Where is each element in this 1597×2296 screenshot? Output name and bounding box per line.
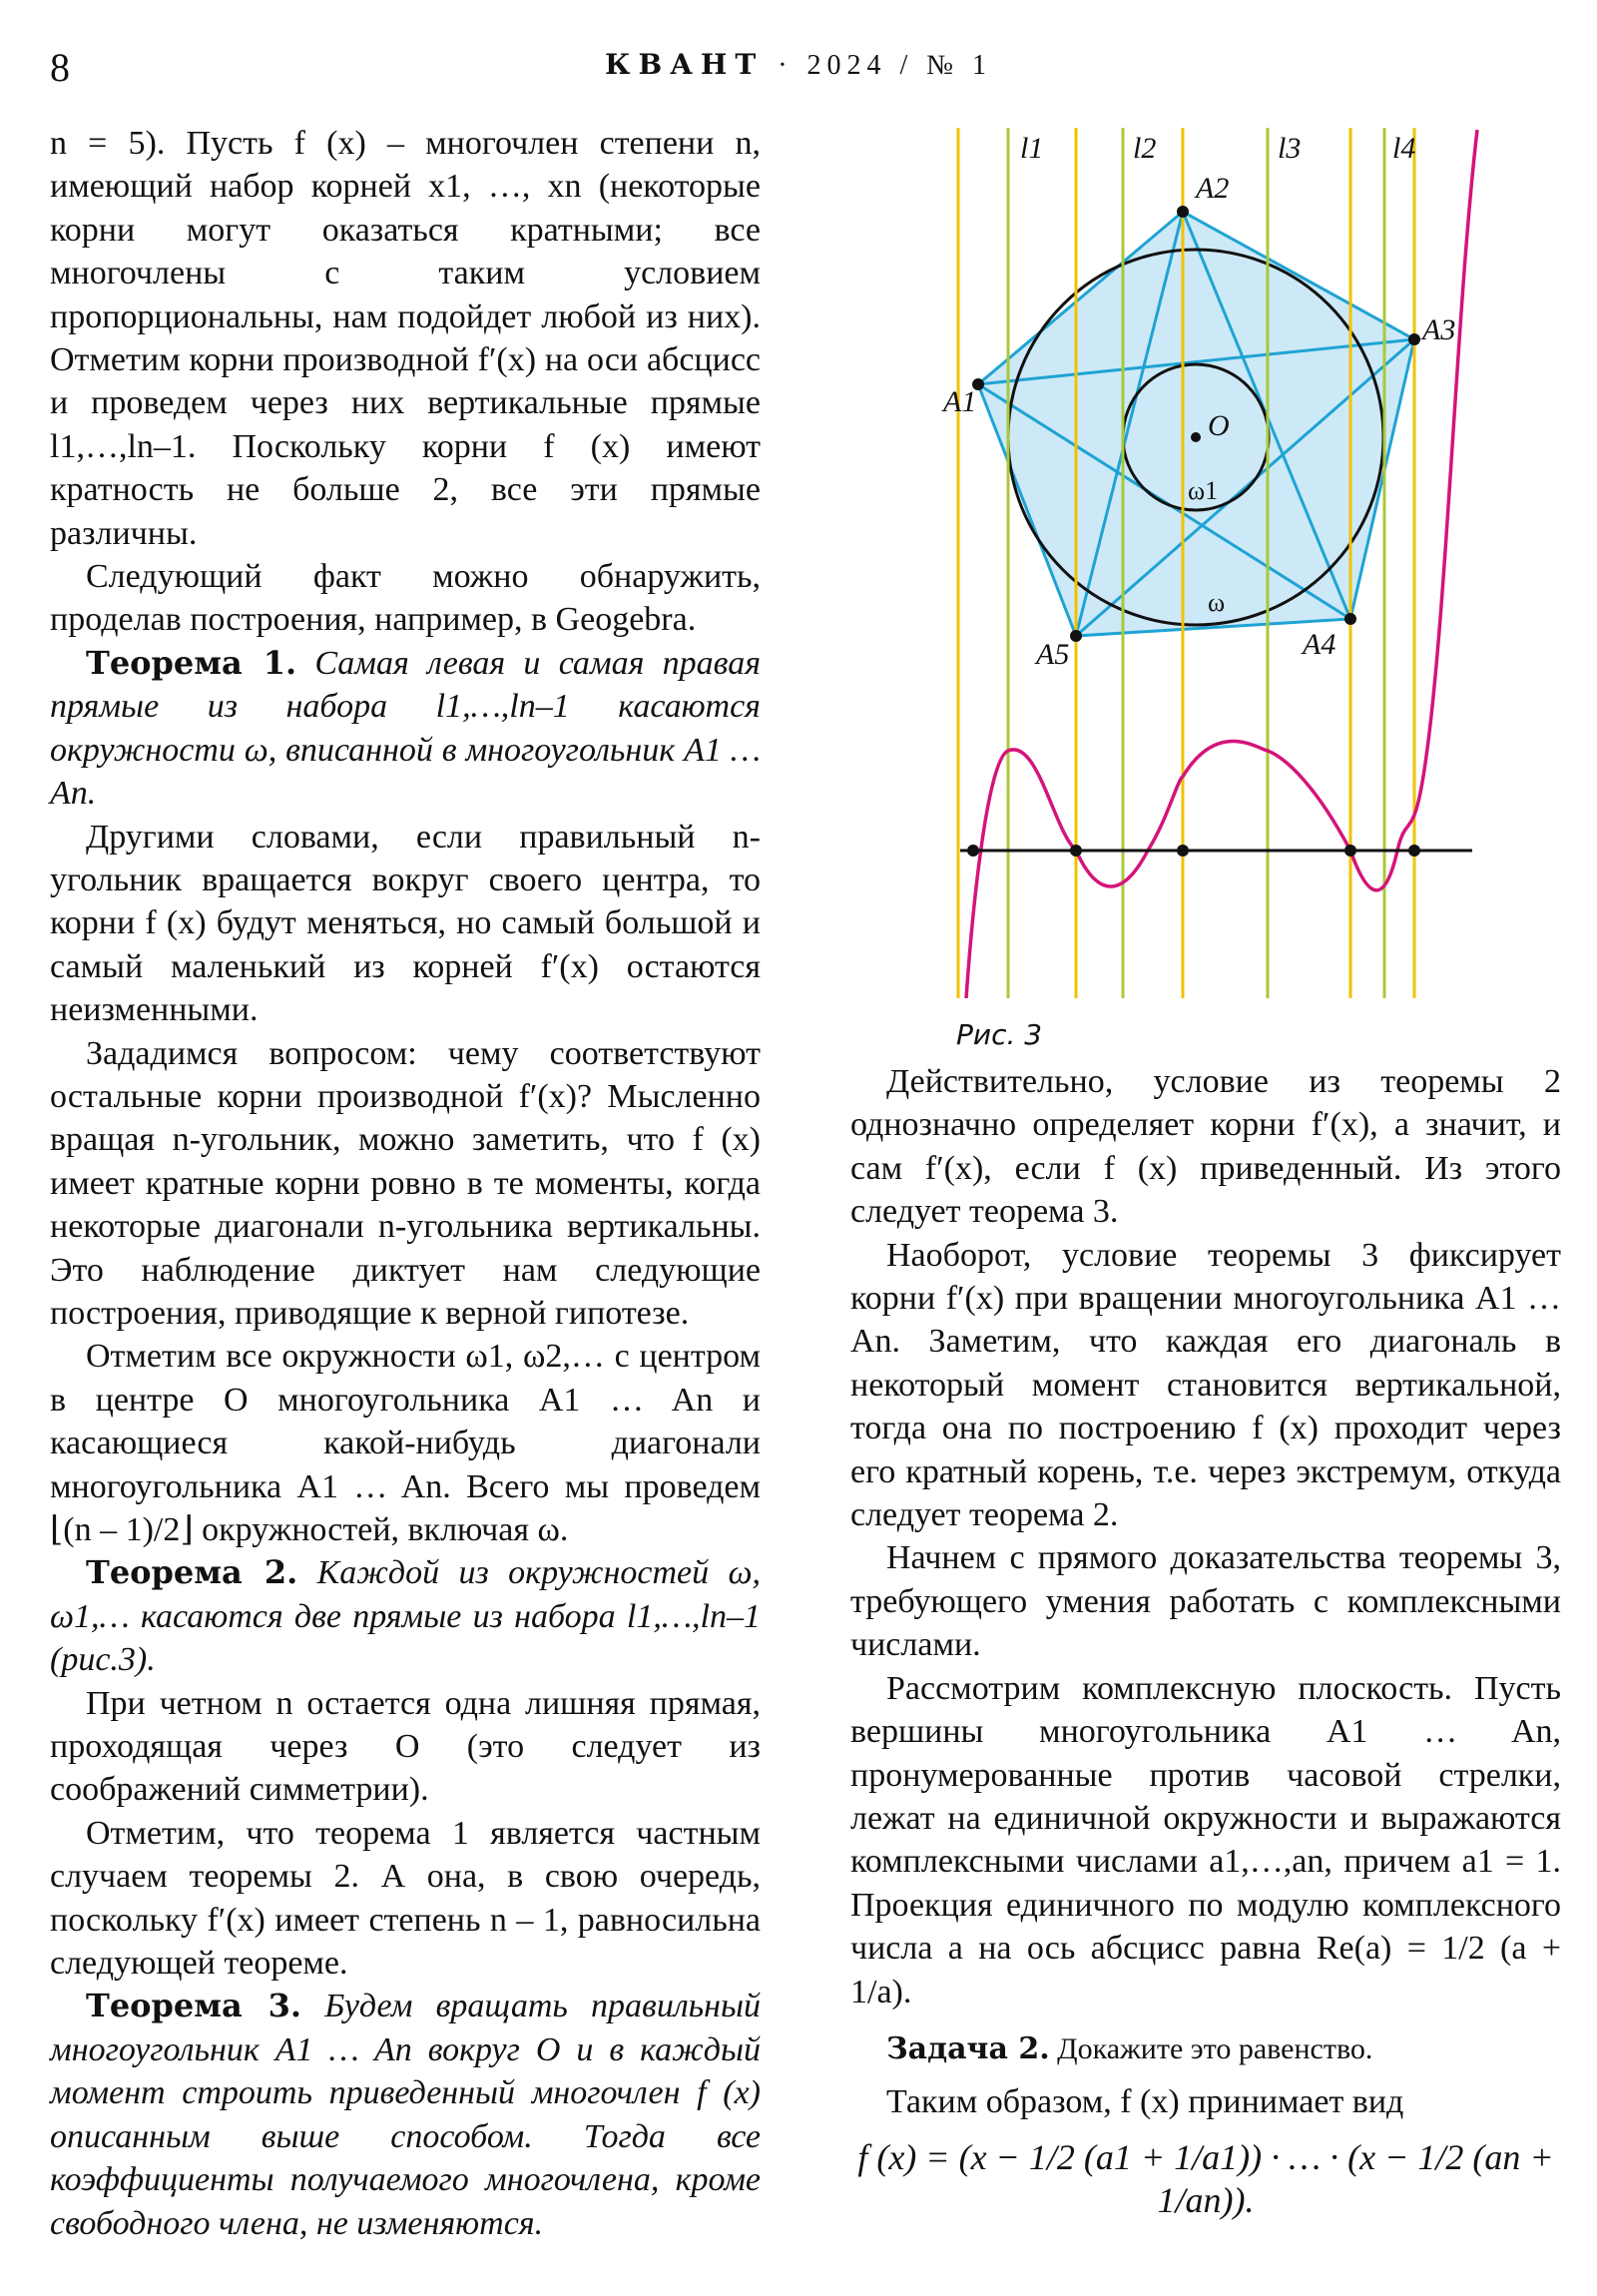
paragraph: Зададимся вопросом: чему соответствуют остальные корни производной f′(x)? Мысленно вращая n-угольник, можно заметить, что f (x) имеет кратные корни ровно в те моменты, когда некоторые диагонали n-угольника вертикальны. Это наблюдение диктует нам следующие построения, приводящие к верной гипотезе. [50,1034,761,1332]
paragraph: Таким образом, f (x) принимает вид [886,2083,1404,2121]
theorem-label: Теорема 2. [86,1553,298,1592]
paragraph: Наоборот, условие теоремы 3 фиксирует корни f′(x) при вращении многоугольника A1 … An. Заметим, что каждая его диагональ в некоторый момент становится вертикальной, тогда она по построению f (x) проходит через его кратный корень, т.е. через экстремум, откуда следует теорема 2. [850,1236,1561,1534]
paragraph: Отметим все окружности ω1, ω2,… с центром в центре O многоугольника A1 … An и касающиеся какой-нибудь диагонали многоугольника A1 … An. Всего мы проведем ⌊(n – 1)/2⌋ окружностей, включая ω. [50,1338,761,1548]
line-label-l3: l3 [1278,132,1302,165]
vertex-label-a1: A1 [943,385,977,418]
task-2 [850,2027,1561,2070]
paragraph: Отметим, что теорема 1 является частным случаем теоремы 2. А она, в свою очередь, поскольку f′(x) имеет степень n – 1, равносильна следующей теореме. [50,1814,761,1983]
incircle-label: ω [1208,588,1226,617]
theorem-1 [50,642,761,816]
theorem-3 [50,1985,761,2244]
product-formula: f (x) = (x − 1/2 (a1 + 1/a1)) · … · (x − 1/2 (an + 1/an)). [857,2136,1554,2221]
vertex-label-a5: A5 [1036,638,1070,671]
magazine-title: КВАНТ [604,48,765,81]
vertex-label-a4: A4 [1303,628,1336,661]
task-text: Докажите это равенство. [1057,2031,1373,2065]
paragraph: Рассмотрим комплексную плоскость. Пусть вершины многоугольника A1 … An, пронумерованные против часовой стрелки, лежат на единичной окружности и выражаются комплексными числами a1,…,an, причем a1 = 1. Проекция единичного по модулю комплексного числа a на ось абсцисс равна Re(a) = 1/2 (a + 1/a). [850,1669,1561,2010]
right-column [850,1060,1561,2223]
paragraph: Начнем с прямого доказательства теоремы 3, требующего умения работать с комплексными числами. [850,1539,1561,1664]
figure-3 [943,120,1472,1058]
vertex-label-a2: A2 [1196,172,1230,205]
running-header [0,48,1597,82]
theorem-label: Теорема 1. [86,643,297,682]
theorem-text: Каждой из окружностей ω, ω1,… касаются две прямые из набора l1,…,ln–1 (рис.3). [50,1554,762,1679]
paragraph: Другими словами, если правильный n-угольник вращается вокруг своего центра, то корни f (x) будут меняться, но самый большой и самый маленький из корней f′(x) остаются неизменными. [50,818,761,1029]
line-label-l4: l4 [1392,132,1416,165]
vertex-label-a3: A3 [1422,313,1456,346]
center-label: O [1208,409,1230,442]
pentagon-fill [978,212,1414,636]
line-label-l1: l1 [1020,132,1044,165]
paragraph: Следующий факт можно обнаружить, проделав построения, например, в Geogebra. [50,558,761,639]
issue-number: 2024 / № 1 [806,50,993,81]
paragraph: Действительно, условие из теоремы 2 однозначно определяет корни f′(x), а значит, и сам f′(x), если f (x) приведенный. Из этого следует теорема 3. [850,1063,1561,1231]
paragraph: n = 5). Пусть f (x) – многочлен степени n, имеющий набор корней x1, …, xn (некоторые корни могут оказаться кратными; все многочлены с таким условием пропорциональны, нам подойдет любой из них). Отметим корни производной f′(x) на оси абсцисс и проведем через них вертикальные прямые l1,…,ln–1. Поскольку корни f (x) имеют кратность не больше 2, все эти прямые различны. [50,125,761,552]
left-column [50,122,761,2245]
task-label: Задача 2. [886,2030,1050,2066]
paragraph: При четном n остается одна лишняя прямая, проходящая через O (это следует из соображений симметрии). [50,1684,761,1809]
inner-circle-label: ω1 [1188,476,1219,505]
theorem-2 [50,1551,761,1681]
theorem-label: Теорема 3. [86,1987,302,2025]
line-label-l2: l2 [1133,132,1157,165]
header-separator: · [778,50,794,81]
theorem-text: Будем вращать правильный многоугольник A1 … An вокруг O и в каждый момент строить приведенный многочлен f (x) описанным выше способом. Тогда все коэффициенты получаемого многочлена, кроме свободного члена, не изменяются. [50,1988,762,2242]
theorem-text: Самая левая и самая правая прямые из набора l1,…,ln–1 касаются окружности ω, вписанной в многоугольник A1 … An. [50,644,762,813]
figure-caption: Рис. 3 [956,1018,1043,1051]
page-number: 8 [50,45,70,90]
